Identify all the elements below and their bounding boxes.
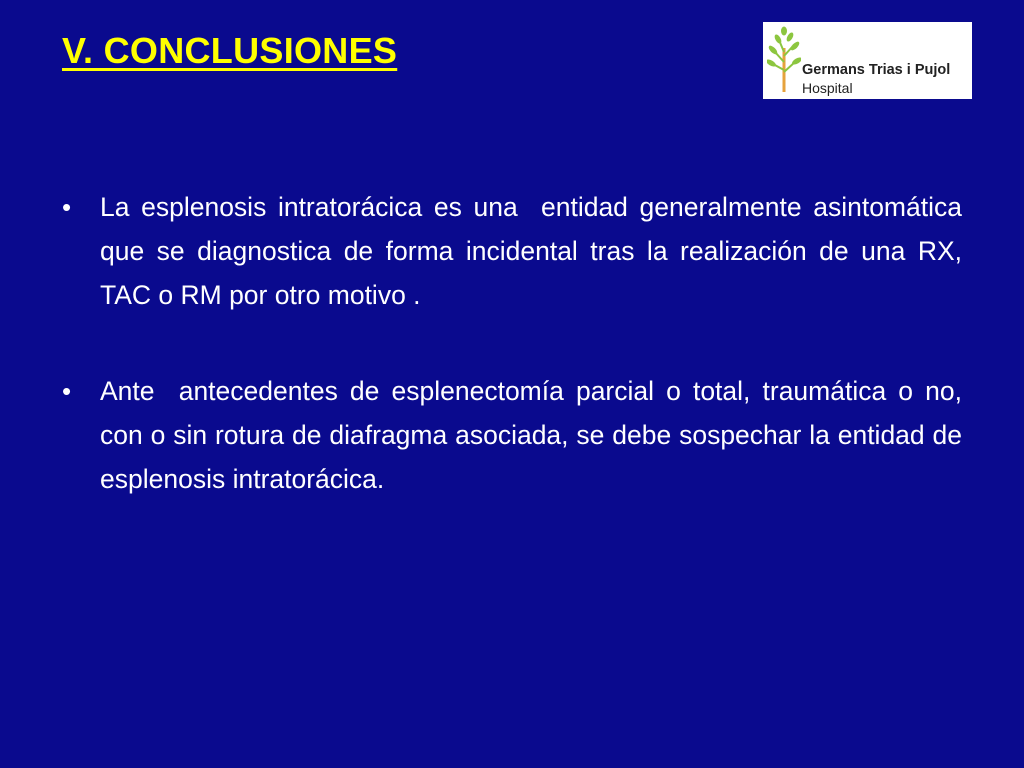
slide-title: V. CONCLUSIONES — [62, 30, 398, 71]
bullet-list — [62, 185, 970, 553]
bullet-item — [62, 185, 970, 317]
bullet-text: Ante antecedentes de esplenectomía parcial o total, traumática o no, con o sin rotura de diafragma asociada, se debe sospechar la entidad de esplenosis intratorácica. — [100, 376, 970, 494]
tree-logo-icon — [767, 26, 801, 92]
hospital-logo — [763, 22, 972, 99]
bullet-marker: • — [62, 376, 72, 406]
bullet-item — [62, 369, 970, 501]
hospital-subtitle: Hospital — [802, 80, 853, 96]
hospital-name: Germans Trias i Pujol — [802, 62, 951, 78]
bullet-marker: • — [62, 192, 72, 222]
bullet-text: La esplenosis intratorácica es una entidad generalmente asintomática que se diagnostica de forma incidental tras la realización de una RX, TAC o RM por otro motivo . — [100, 192, 970, 310]
